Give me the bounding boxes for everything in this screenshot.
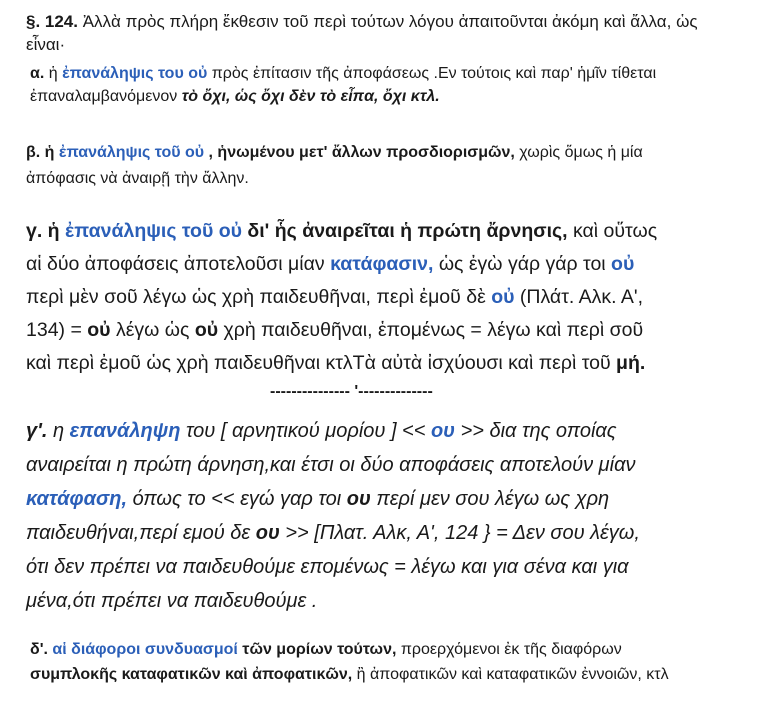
emphasis-text: τῶν μορίων τούτων,: [237, 641, 397, 658]
emphasis-text: ου: [255, 522, 280, 544]
paragraph-text: χωρὶς ὅμως ἡ μία: [514, 144, 643, 161]
paragraph-text: μένα,ότι πρέπει να παιδευθούμε .: [26, 590, 318, 612]
paragraph-delta: [30, 637, 669, 687]
paragraph-gamma: [26, 215, 657, 380]
paragraph-text: όπως το << εγώ γαρ τοι: [127, 488, 347, 510]
emphasis-text: μή.: [616, 352, 646, 374]
separator-line: --------------- '--------------: [270, 383, 433, 400]
item-label: γ. ἡ: [26, 220, 66, 242]
paragraph-beta: [26, 140, 643, 192]
paragraph-text: του [ αρνητικού μορίου ] <<: [180, 420, 431, 442]
paragraph-text: περὶ μὲν σοῦ λέγω ὡς χρὴ παιδευθῆναι, περὶ ἐμοῦ δὲ: [26, 286, 492, 308]
paragraph-text: αἱ δύο ἀποφάσεις ἀποτελοῦσι μίαν: [26, 253, 331, 275]
emphasis-text: , ἡνωμένου μετ' ἄλλων προσδιορισμῶν,: [204, 144, 515, 161]
highlight-term: κατάφασιν,: [330, 253, 434, 275]
highlight-term: κατάφαση,: [26, 488, 128, 510]
paragraph-text: καὶ περὶ ἐμοῦ ὡς χρὴ παιδευθῆναι κτλΤὰ αὐτὰ ἰσχύουσι καὶ περὶ τοῦ: [26, 352, 617, 374]
item-label: α.: [30, 65, 45, 82]
highlight-term: ἐπανάληψις του οὐ: [62, 65, 208, 82]
item-label: β. ἡ: [26, 144, 59, 161]
paragraph-text: >> δια της οποίας: [455, 420, 617, 442]
section-number: §. 124.: [26, 12, 78, 31]
emphasis-text: ου: [346, 488, 371, 510]
paragraph-text: καὶ οὕτως: [567, 220, 658, 242]
paragraph-text: Ἀλλὰ πρὸς πλήρη ἔκθεσιν τοῦ περὶ τούτων λόγου ἀπαιτοῦνται ἀκόμη καὶ ἄλλα, ὡς: [78, 12, 698, 31]
item-label: γ'.: [26, 420, 48, 442]
emphasis-text: οὐ: [194, 319, 219, 341]
highlight-term: αἱ διάφοροι συνδυασμοί: [47, 641, 238, 658]
highlight-term: ἐπανάληψις τοῦ οὐ: [58, 144, 205, 161]
paragraph-text: >> [Πλατ. Αλκ, Α', 124 } = Δεν σου λέγω,: [279, 522, 640, 544]
paragraph-text: προερχόμενοι ἐκ τῆς διαφόρων: [396, 641, 622, 658]
highlight-term: επανάληψη: [69, 420, 181, 442]
paragraph-gamma-prime: [26, 414, 640, 618]
emphasis-text: συμπλοκῆς καταφατικῶν καὶ ἀποφατικῶν,: [30, 666, 353, 683]
paragraph-text: (Πλάτ. Αλκ. Α',: [514, 286, 644, 308]
paragraph-text: παιδευθήναι,περί εμού δε: [26, 522, 256, 544]
paragraph-text: πρὸς ἐπίτασιν τῆς ἀποφάσεως .Εν τούτοις καὶ παρ' ἡμῖν τίθεται: [207, 65, 657, 82]
highlight-term: οὐ: [491, 286, 515, 308]
paragraph-text: η: [47, 420, 70, 442]
emphasis-text: τὸ ὄχι, ὡς ὄχι δὲν τὸ εἶπα, ὄχι κτλ.: [181, 88, 440, 105]
paragraph-text: εἶναι·: [26, 35, 66, 54]
paragraph-text: ἡ: [44, 65, 63, 82]
paragraph-text: ἐπαναλαμβανόμενον: [30, 88, 182, 105]
item-label: δ'.: [30, 641, 48, 658]
emphasis-text: οὐ: [87, 319, 111, 341]
highlight-term: ου: [430, 420, 456, 442]
paragraph-text: χρὴ παιδευθῆναι, ἑπομένως = λέγω καὶ περὶ σοῦ: [218, 319, 644, 341]
highlight-term: οὐ: [611, 253, 635, 275]
emphasis-text: δι' ἧς ἀναιρεῖται ἡ πρώτη ἄρνησις,: [242, 220, 568, 242]
paragraph-124: [26, 10, 698, 56]
paragraph-alpha: [30, 62, 656, 108]
paragraph-text: ὡς ἐγὼ γάρ γάρ τοι: [433, 253, 612, 275]
paragraph-text: περί μεν σου λέγω ως χρη: [370, 488, 610, 510]
paragraph-text: 134) =: [26, 319, 88, 341]
paragraph-text: λέγω ὡς: [110, 319, 195, 341]
paragraph-text: ἢ ἀποφατικῶν καὶ καταφατικῶν ἐννοιῶν, κτλ: [352, 666, 669, 683]
paragraph-text: ότι δεν πρέπει να παιδευθούμε επομένως = λέγω και για σένα και για: [26, 556, 629, 578]
paragraph-text: αναιρείται η πρώτη άρνηση,και έτσι οι δύο αποφάσεις αποτελούν μίαν: [26, 454, 636, 476]
paragraph-text: ἀπόφασις νὰ ἀναιρῇ τὴν ἄλλην.: [26, 170, 249, 187]
highlight-term: ἐπανάληψις τοῦ οὐ: [65, 220, 243, 242]
